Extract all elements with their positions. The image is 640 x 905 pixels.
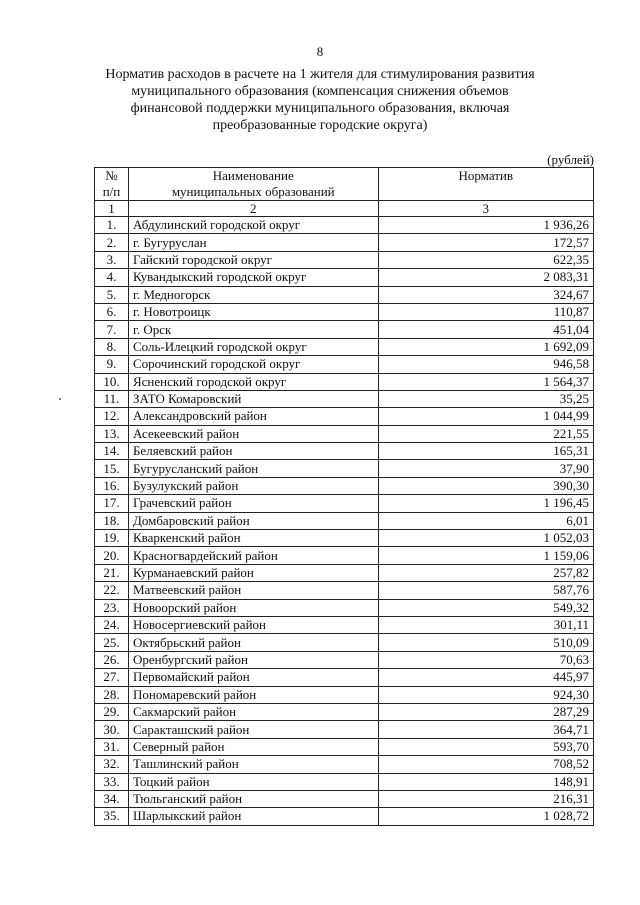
municipality-name: Оренбургский район [128,651,378,668]
row-number: 3. [95,251,129,268]
municipality-name: Северный район [128,738,378,755]
table-row [95,547,594,564]
norm-value: 221,55 [378,425,593,442]
row-number: 10. [95,373,129,390]
norm-value: 6,01 [378,512,593,529]
norm-value: 593,70 [378,738,593,755]
municipality-name: Тоцкий район [128,773,378,790]
norm-value: 390,30 [378,477,593,494]
row-number: 35. [95,808,129,825]
table-row [95,390,594,407]
municipality-name: Шарлыкский район [128,808,378,825]
table-row [95,286,594,303]
row-number: 18. [95,512,129,529]
row-number: 31. [95,738,129,755]
municipality-name: Домбаровский район [128,512,378,529]
norm-value: 549,32 [378,599,593,616]
row-number: 29. [95,703,129,720]
table-row [95,790,594,807]
table-row [95,738,594,755]
table-row [95,338,594,355]
column-index: 2 [128,201,378,217]
municipality-name: г. Новотроицк [128,303,378,320]
column-index: 1 [95,201,129,217]
row-number: 11. [95,390,129,407]
table-row [95,634,594,651]
table-row [95,686,594,703]
table-row [95,703,594,720]
norm-value: 1 052,03 [378,530,593,547]
table-row [95,599,594,616]
norm-table [94,167,594,826]
row-number: 15. [95,460,129,477]
norm-value: 301,11 [378,616,593,633]
norm-value: 510,09 [378,634,593,651]
column-index-row [95,201,594,217]
row-number: 33. [95,773,129,790]
row-number: 24. [95,616,129,633]
header-number-line: № [105,168,118,183]
table-body [95,217,594,826]
row-number: 16. [95,477,129,494]
municipality-name: Тюльганский район [128,790,378,807]
table-row [95,408,594,425]
municipality-name: Ташлинский район [128,756,378,773]
norm-value: 1 044,99 [378,408,593,425]
norm-value: 1 159,06 [378,547,593,564]
row-number: 27. [95,669,129,686]
municipality-name: Асекеевский район [128,425,378,442]
norm-value: 287,29 [378,703,593,720]
municipality-name: Новосергиевский район [128,616,378,633]
municipality-name: Октябрьский район [128,634,378,651]
table-row [95,477,594,494]
norm-value: 1 196,45 [378,495,593,512]
table-row [95,564,594,581]
row-number: 6. [95,303,129,320]
table-row [95,651,594,668]
table-row [95,582,594,599]
title-line: преобразованные городские округа) [212,118,428,133]
norm-value: 165,31 [378,443,593,460]
municipality-name: Матвеевский район [128,582,378,599]
row-number: 8. [95,338,129,355]
row-number: 13. [95,425,129,442]
table-row [95,756,594,773]
column-index: 3 [378,201,593,217]
row-number: 22. [95,582,129,599]
table-row [95,373,594,390]
header-name-line: муниципальных образований [171,184,335,199]
row-number: 28. [95,686,129,703]
header-name-line: Наименование [212,168,294,183]
table-row [95,269,594,286]
row-number: 14. [95,443,129,460]
norm-value: 148,91 [378,773,593,790]
table-row [95,721,594,738]
municipality-name: Сорочинский городской округ [128,356,378,373]
municipality-name: Первомайский район [128,669,378,686]
table-row [95,251,594,268]
norm-value: 2 083,31 [378,269,593,286]
municipality-name: г. Бугуруслан [128,234,378,251]
row-number: 7. [95,321,129,338]
municipality-name: Кувандыкский городской округ [128,269,378,286]
table-row [95,321,594,338]
municipality-name: Кваркенский район [128,530,378,547]
row-number: 12. [95,408,129,425]
title-line: финансовой поддержки муниципального образования, включая [130,101,510,116]
municipality-name: Саракташский район [128,721,378,738]
norm-value: 946,58 [378,356,593,373]
norm-value: 1 692,09 [378,338,593,355]
table-row [95,808,594,825]
municipality-name: Грачевский район [128,495,378,512]
page-number: 8 [316,44,324,59]
norm-value: 708,52 [378,756,593,773]
norm-value: 35,25 [378,390,593,407]
table-row [95,669,594,686]
table-header-row [95,168,594,201]
municipality-name: Ясненский городской округ [128,373,378,390]
row-number: 26. [95,651,129,668]
table-row [95,460,594,477]
row-number: 5. [95,286,129,303]
municipality-name: Сакмарский район [128,703,378,720]
row-number: 34. [95,790,129,807]
header-name [128,168,378,201]
row-number: 25. [95,634,129,651]
norm-value: 364,71 [378,721,593,738]
row-number: 23. [95,599,129,616]
table-row [95,530,594,547]
document-title [100,66,540,134]
municipality-name: Александровский район [128,408,378,425]
row-number: 32. [95,756,129,773]
norm-value: 587,76 [378,582,593,599]
row-number: 21. [95,564,129,581]
municipality-name: ЗАТО Комаровский [128,390,378,407]
units-label: (рублей) [547,152,594,167]
norm-value: 924,30 [378,686,593,703]
municipality-name: Красногвардейский район [128,547,378,564]
municipality-name: Беляевский район [128,443,378,460]
norm-value: 216,31 [378,790,593,807]
norm-value: 1 028,72 [378,808,593,825]
municipality-name: Гайский городской округ [128,251,378,268]
table-row [95,356,594,373]
row-number: 1. [95,217,129,234]
table-row [95,512,594,529]
norm-value: 110,87 [378,303,593,320]
municipality-name: г. Медногорск [128,286,378,303]
table-row [95,773,594,790]
municipality-name: Соль-Илецкий городской округ [128,338,378,355]
table-row [95,495,594,512]
norm-value: 172,57 [378,234,593,251]
municipality-name: г. Орск [128,321,378,338]
row-number: 17. [95,495,129,512]
header-number-line: п/п [102,184,121,199]
norm-value: 622,35 [378,251,593,268]
header-value: Норматив [378,168,593,201]
table-row [95,234,594,251]
row-number: 30. [95,721,129,738]
table-row [95,425,594,442]
header-number [95,168,129,201]
table-row [95,217,594,234]
municipality-name: Бугурусланский район [128,460,378,477]
norm-value: 37,90 [378,460,593,477]
row-number: 9. [95,356,129,373]
municipality-name: Новоорский район [128,599,378,616]
table-row [95,303,594,320]
row-number: 20. [95,547,129,564]
municipality-name: Бузулукский район [128,477,378,494]
municipality-name: Абдулинский городской округ [128,217,378,234]
norm-value: 1 564,37 [378,373,593,390]
municipality-name: Пономаревский район [128,686,378,703]
row-number: 19. [95,530,129,547]
table-row [95,443,594,460]
norm-value: 451,04 [378,321,593,338]
title-line: муниципального образования (компенсация снижения объемов [131,84,509,99]
scan-speck [59,398,61,400]
norm-value: 257,82 [378,564,593,581]
municipality-name: Курманаевский район [128,564,378,581]
norm-value: 445,97 [378,669,593,686]
norm-value: 70,63 [378,651,593,668]
row-number: 4. [95,269,129,286]
title-line: Норматив расходов в расчете на 1 жителя для стимулирования развития [105,67,535,82]
row-number: 2. [95,234,129,251]
norm-value: 324,67 [378,286,593,303]
table-row [95,616,594,633]
norm-value: 1 936,26 [378,217,593,234]
